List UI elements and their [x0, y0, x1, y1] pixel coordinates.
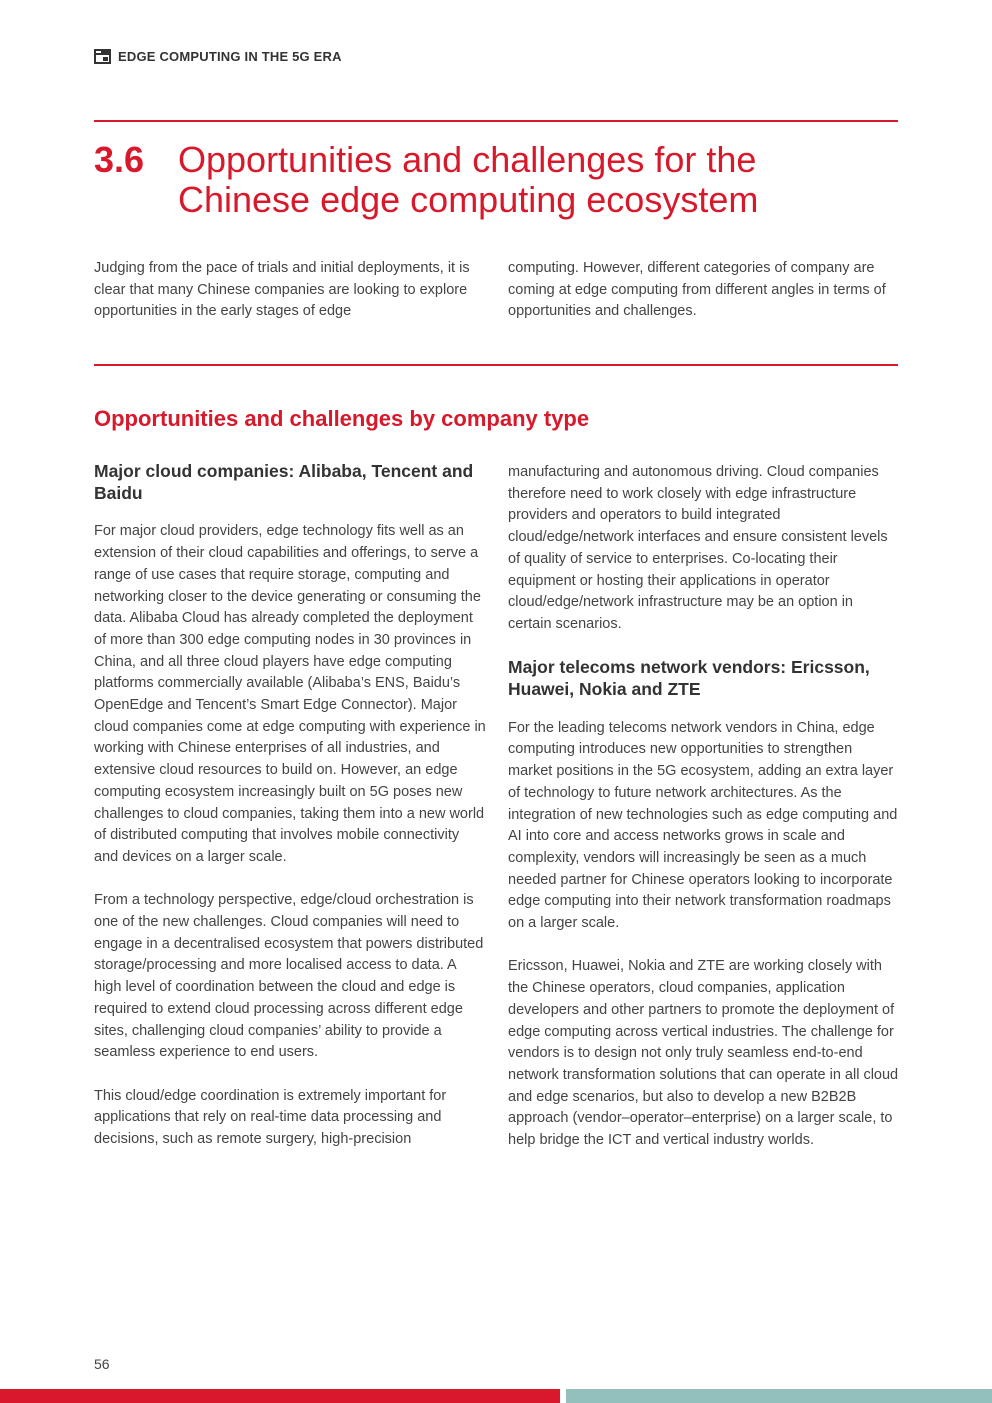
cloud-paragraph-2: From a technology perspective, edge/cloud orchestration is one of the new challenges. Cloud companies will need to engage in a decentralised ecosystem that powers distributed storage/processing and more localised access to data. A high level of coordination between the cloud and edge is required to extend cloud processing across different edge sites, challenging cloud companies’ ability to provide a seamless experience to end users. — [94, 892, 484, 1061]
vendors-heading: Major telecoms network vendors: Ericsson, Huawei, Nokia and ZTE — [508, 657, 870, 700]
top-divider — [94, 120, 898, 122]
vendors-paragraph-2: Ericsson, Huawei, Nokia and ZTE are working closely with the Chinese operators, cloud companies, application developers and other partners to promote the deployment of edge computing across vertical industries. The challenge for vendors is to design not only truly seamless end-to-end network transformation solutions that can operate in all cloud and edge scenarios, but also to develop a new B2B2B approach (vendor–operator–enterprise) on a larger scale, to help bridge the ICT and vertical industry worlds. — [508, 958, 899, 1149]
right-column — [508, 462, 900, 1173]
section-number: 3.6 — [94, 139, 145, 180]
section-title-line1: Opportunities and challenges for the — [178, 139, 757, 180]
document-icon — [94, 49, 111, 64]
cloud-companies-heading: Major cloud companies: Alibaba, Tencent and Baidu — [94, 461, 474, 503]
header-title: EDGE COMPUTING IN THE 5G ERA — [118, 49, 342, 64]
intro-paragraph-right: computing. However, different categories of company are coming at edge computing from different angles in terms of opportunities and challenges. — [508, 260, 886, 320]
section-title — [178, 140, 878, 220]
vendors-paragraph-1: For the leading telecoms network vendors in China, edge computing introduces new opportunities to strengthen market positions in the 5G ecosystem, adding an extra layer of technology to future network architectures. As the integration of new technologies such as edge computing and AI into core and access networks grows in scale and complexity, vendors will increasingly be seen as a much needed partner for Chinese operators looking to incorporate edge computing into their network transformation roadmaps on a larger scale. — [508, 719, 898, 932]
page-number: 56 — [94, 1356, 110, 1372]
footer-bar-teal — [566, 1389, 992, 1403]
footer-bar-red — [0, 1389, 560, 1403]
section-title-line2: Chinese edge computing ecosystem — [178, 179, 759, 220]
running-header — [94, 49, 342, 64]
cloud-paragraph-1: For major cloud providers, edge technology fits well as an extension of their cloud capabilities and offerings, to serve a range of use cases that require storage, computing and networking closer to the device generating or consuming the data. Alibaba Cloud has already completed the deployment of more than 300 edge computing nodes in 30 provinces in China, and all three cloud players have edge computing platforms commercially available (Alibaba’s ENS, Baidu’s OpenEdge and Tencent’s Smart Edge Connector). Major cloud companies come at edge computing with experience in working with Chinese enterprises of all industries, and extensive cloud resources to build on. However, an edge computing ecosystem increasingly built on 5G poses new challenges to cloud companies, taking them into a new world of distributed computing that involves mobile connectivity and devices on a larger scale. — [94, 523, 486, 865]
cloud-paragraph-continued: manufacturing and autonomous driving. Cloud companies therefore need to work closely with edge infrastructure providers and operators to build integrated cloud/edge/network interfaces and ensure consistent levels of quality of service to enterprises. Co-locating their equipment or hosting their applications in operator cloud/edge/network infrastructure may be an option in certain scenarios. — [508, 464, 888, 632]
left-column — [94, 461, 486, 1172]
subsection-heading: Opportunities and challenges by company type — [94, 406, 590, 431]
intro-paragraph-left: Judging from the pace of trials and initial deployments, it is clear that many Chinese companies are looking to explore opportunities in the early stages of edge — [94, 260, 470, 320]
section-divider — [94, 364, 898, 366]
cloud-paragraph-3: This cloud/edge coordination is extremely important for applications that rely on real-time data processing and decisions, such as remote surgery, high-precision — [94, 1087, 447, 1148]
